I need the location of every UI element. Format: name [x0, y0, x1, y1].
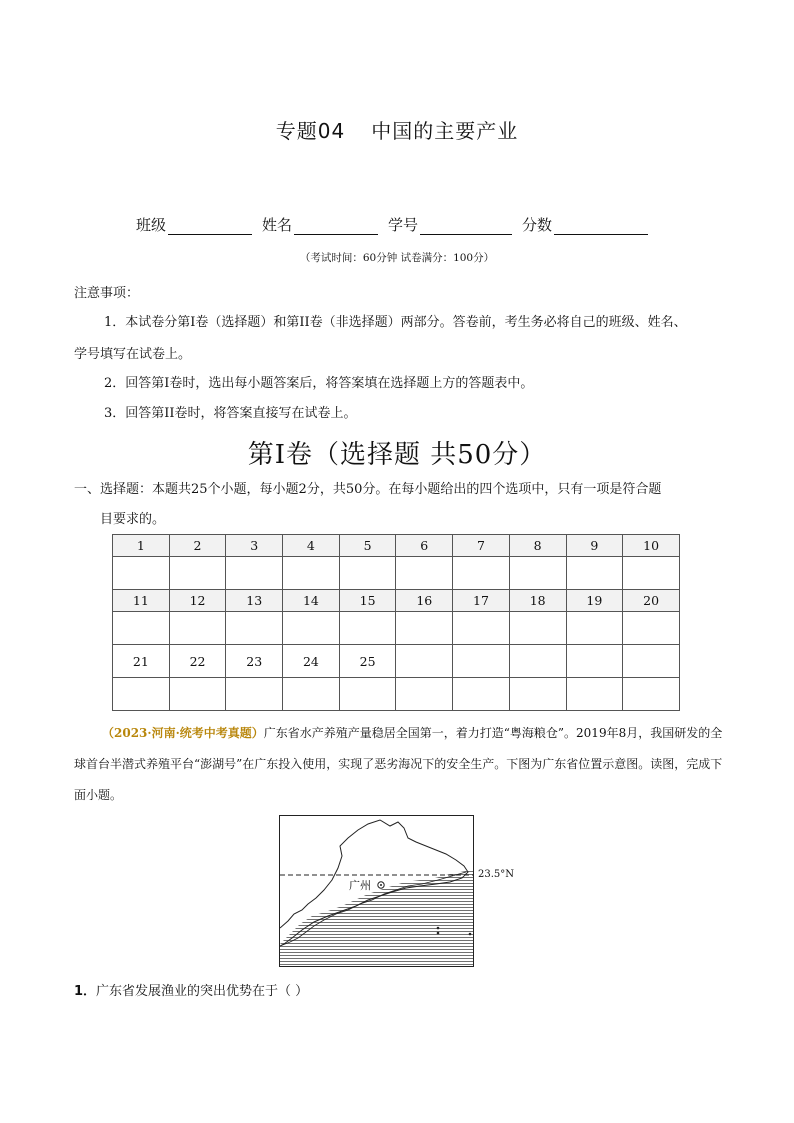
answer-cell[interactable] — [453, 612, 510, 645]
passage-text: 广东省水产养殖产量稳居全国第一，着力打造“粤海粮仓”。2019年8月，我国研发的全球首台半潜式养殖平台“澎湖号”在广东投入使用，实现了恶劣海况下的安全生产。下图为广东省位置示意图。读图，完成下面小题。 — [74, 726, 723, 802]
answer-cell[interactable] — [113, 678, 170, 711]
answer-num — [396, 645, 453, 678]
answer-cell[interactable] — [226, 678, 283, 711]
answer-cell[interactable] — [566, 557, 623, 590]
answer-table — [112, 534, 680, 711]
answer-cell[interactable] — [509, 557, 566, 590]
answer-cell[interactable] — [453, 557, 510, 590]
island-dot — [437, 932, 440, 935]
answer-num: 16 — [396, 590, 453, 612]
answer-num: 22 — [169, 645, 226, 678]
answer-cell[interactable] — [226, 612, 283, 645]
passage — [74, 718, 724, 811]
answer-table-header-row — [113, 645, 680, 678]
passage-source: （2023·河南·统考中考真题） — [102, 726, 264, 740]
answer-num — [453, 645, 510, 678]
answer-num: 12 — [169, 590, 226, 612]
note-item1-line2: 学号填写在试卷上。 — [74, 347, 192, 362]
answer-num: 13 — [226, 590, 283, 612]
answer-cell[interactable] — [169, 678, 226, 711]
answer-num — [623, 645, 680, 678]
name-blank[interactable] — [294, 218, 378, 235]
guangzhou-label: 广州 — [349, 879, 371, 892]
answer-num: 5 — [339, 535, 396, 557]
question-1 — [74, 980, 308, 999]
answer-num: 4 — [283, 535, 340, 557]
section-intro-line1: 一、选择题：本题共25个小题，每小题2分，共50分。在每小题给出的四个选项中，只有一项是符合题 — [74, 482, 662, 497]
answer-num — [566, 645, 623, 678]
answer-num: 1 — [113, 535, 170, 557]
answer-num: 8 — [509, 535, 566, 557]
answer-num: 3 — [226, 535, 283, 557]
answer-cell[interactable] — [396, 678, 453, 711]
answer-cell[interactable] — [339, 678, 396, 711]
answer-num — [509, 645, 566, 678]
score-blank[interactable] — [554, 218, 648, 235]
answer-cell[interactable] — [623, 612, 680, 645]
answer-table-header-row — [113, 535, 680, 557]
id-label: 学号 — [388, 216, 419, 234]
note-item2: 2．回答第I卷时，选出每小题答案后，将答案填在选择题上方的答题表中。 — [104, 376, 534, 391]
answer-num: 17 — [453, 590, 510, 612]
question-1-text: 广东省发展渔业的突出优势在于（ ） — [96, 984, 309, 999]
sea-area — [280, 869, 473, 966]
score-label: 分数 — [522, 216, 553, 234]
island-dot — [437, 927, 440, 930]
answer-num: 7 — [453, 535, 510, 557]
answer-num: 18 — [509, 590, 566, 612]
answer-num: 23 — [226, 645, 283, 678]
answer-cell[interactable] — [113, 557, 170, 590]
id-blank[interactable] — [420, 218, 512, 235]
answer-table-blank-row — [113, 612, 680, 645]
answer-num: 6 — [396, 535, 453, 557]
answer-num: 24 — [283, 645, 340, 678]
answer-table-blank-row — [113, 557, 680, 590]
answer-num: 19 — [566, 590, 623, 612]
section-title: 第I卷（选择题 共50分） — [247, 440, 547, 470]
exam-time-note: （考试时间：60分钟 试卷满分：100分） — [299, 252, 495, 264]
guangdong-map — [279, 815, 474, 967]
answer-cell[interactable] — [169, 557, 226, 590]
answer-cell[interactable] — [623, 557, 680, 590]
note-item3: 3．回答第II卷时，将答案直接写在试卷上。 — [104, 406, 357, 421]
question-1-number: 1． — [74, 984, 97, 999]
answer-cell[interactable] — [113, 612, 170, 645]
page-title — [0, 115, 794, 144]
title-part1: 专题04 — [275, 119, 346, 143]
answer-cell[interactable] — [283, 678, 340, 711]
answer-cell[interactable] — [396, 612, 453, 645]
guangdong-map-drawing — [280, 816, 473, 966]
answer-table-header-row — [113, 590, 680, 612]
answer-cell[interactable] — [169, 612, 226, 645]
answer-cell[interactable] — [226, 557, 283, 590]
answer-num: 14 — [283, 590, 340, 612]
answer-cell[interactable] — [396, 557, 453, 590]
answer-cell[interactable] — [283, 612, 340, 645]
answer-cell[interactable] — [283, 557, 340, 590]
notes-title: 注意事项： — [74, 286, 140, 301]
answer-cell[interactable] — [509, 678, 566, 711]
answer-cell[interactable] — [509, 612, 566, 645]
class-blank[interactable] — [168, 218, 252, 235]
answer-num: 2 — [169, 535, 226, 557]
answer-num: 20 — [623, 590, 680, 612]
answer-num: 10 — [623, 535, 680, 557]
island-dot — [469, 933, 472, 936]
name-label: 姓名 — [262, 216, 293, 234]
answer-num: 15 — [339, 590, 396, 612]
answer-cell[interactable] — [566, 678, 623, 711]
class-label: 班级 — [136, 216, 167, 234]
answer-cell[interactable] — [453, 678, 510, 711]
answer-cell[interactable] — [339, 557, 396, 590]
student-info-row — [136, 214, 658, 235]
answer-table-blank-row — [113, 678, 680, 711]
answer-cell[interactable] — [623, 678, 680, 711]
answer-cell[interactable] — [566, 612, 623, 645]
answer-num: 9 — [566, 535, 623, 557]
title-part2: 中国的主要产业 — [371, 119, 519, 143]
answer-num: 25 — [339, 645, 396, 678]
latitude-label: 23.5°N — [478, 869, 515, 880]
section-intro-line2: 目要求的。 — [100, 512, 166, 527]
answer-num: 21 — [113, 645, 170, 678]
note-item1-line1: 1．本试卷分第I卷（选择题）和第II卷（非选择题）两部分。答卷前，考生务必将自己的班级、姓名、 — [104, 315, 687, 330]
answer-num: 11 — [113, 590, 170, 612]
answer-cell[interactable] — [339, 612, 396, 645]
